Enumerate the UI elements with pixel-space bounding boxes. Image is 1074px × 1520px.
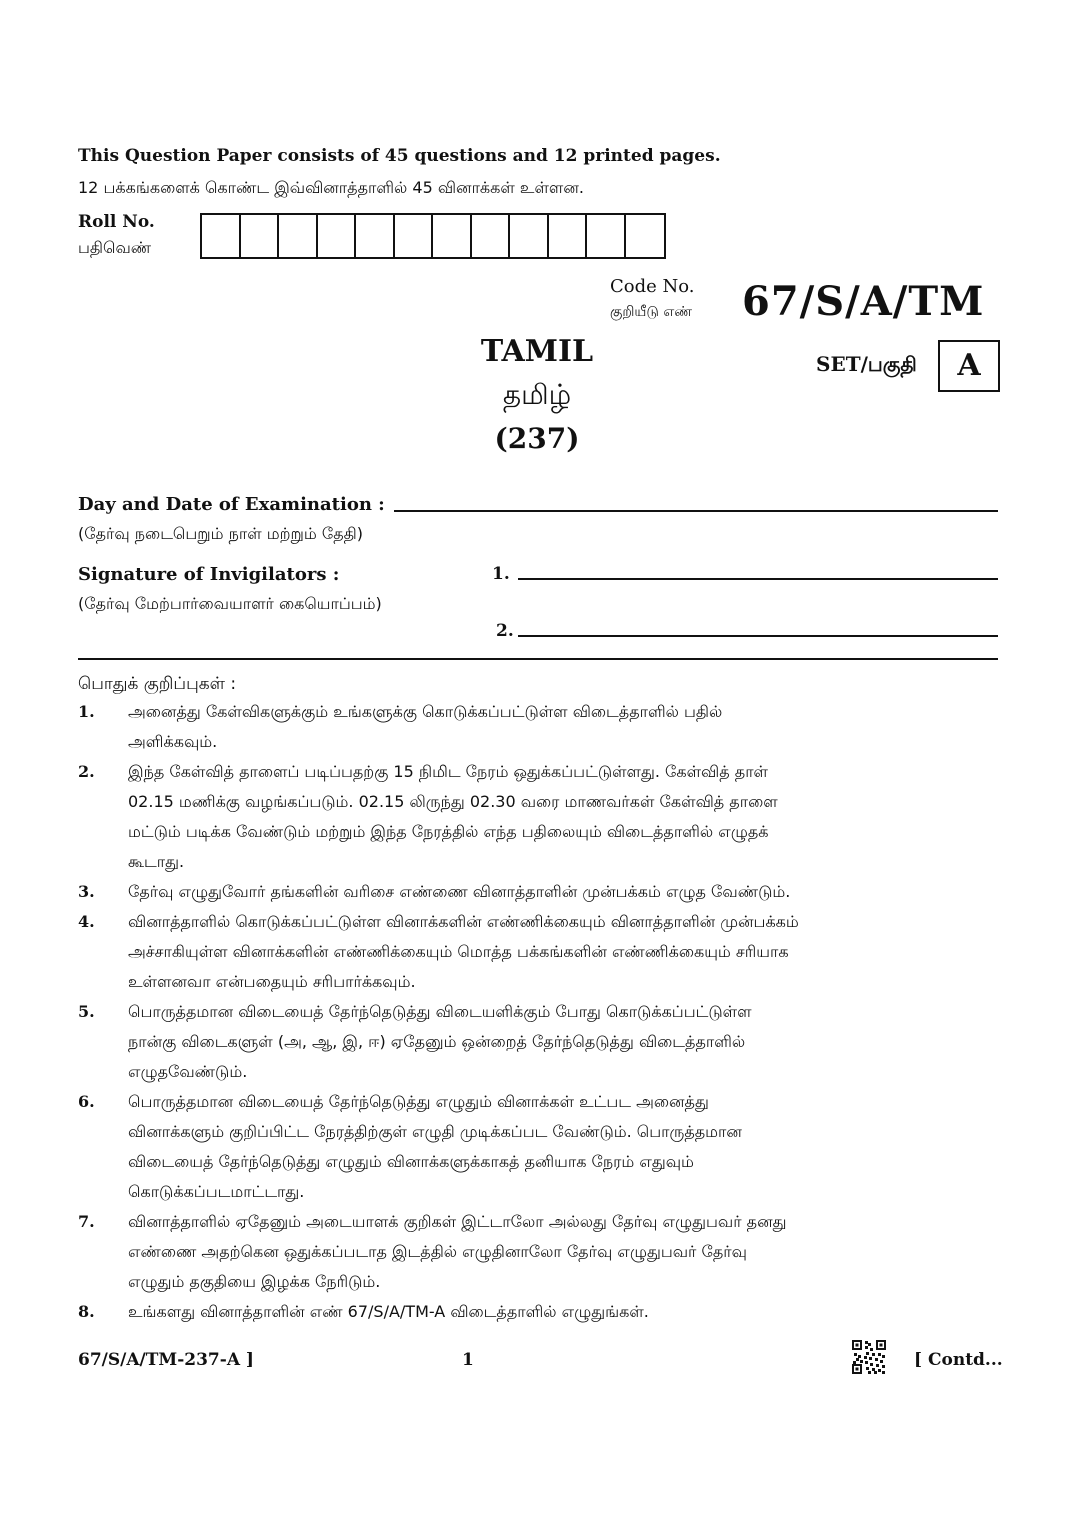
instruction-item (78, 1212, 998, 1302)
instruction-number: 7. (78, 1212, 95, 1231)
instruction-text-line: வினாத்தாளில் ஏதேனும் அடையாளக் குறிகள் இட்டாலோ அல்லது தேர்வு எழுதுபவர் தனது (128, 1212, 787, 1231)
instruction-text-line: மட்டும் படிக்க வேண்டும் மற்றும் இந்த நேரத்தில் எந்த பதிலையும் விடைத்தாளில் எழுதக் (128, 822, 769, 841)
roll-no-cell[interactable] (433, 215, 472, 257)
page-number: 1 (462, 1350, 474, 1370)
instruction-text-line: உங்களது வினாத்தாளின் எண் 67/S/A/TM-A விடைத்தாளில் எழுதுங்கள். (128, 1302, 649, 1321)
signature-field-2[interactable] (518, 635, 998, 637)
roll-no-cell[interactable] (356, 215, 395, 257)
instruction-item (78, 912, 998, 1002)
instruction-number: 8. (78, 1302, 95, 1321)
instruction-text-line: பொருத்தமான விடையைத் தேர்ந்தெடுத்து விடையளிக்கும் போது கொடுக்கப்பட்டுள்ள (128, 1002, 752, 1021)
qr-code-icon (852, 1340, 886, 1374)
signature-field-1[interactable] (518, 578, 998, 580)
instruction-text-line: வினாத்தாளில் கொடுக்கப்பட்டுள்ள வினாக்களின் எண்ணிக்கையும் வினாத்தாளின் முன்பக்கம் (128, 912, 799, 931)
roll-no-cell[interactable] (279, 215, 318, 257)
code-no-value: 67/S/A/TM (742, 278, 985, 325)
instruction-number: 3. (78, 882, 95, 901)
subject-title: TAMIL (480, 334, 594, 369)
instruction-number: 6. (78, 1092, 95, 1111)
code-no-label: Code No. (610, 276, 695, 297)
roll-no-label-ta: பதிவெண் (78, 238, 152, 257)
roll-no-cell[interactable] (472, 215, 511, 257)
code-no-label-ta: குறியீடு எண் (610, 304, 693, 320)
roll-no-cell[interactable] (549, 215, 588, 257)
instruction-text-line: தேர்வு எழுதுவோர் தங்களின் வரிசை எண்ணை வினாத்தாளின் முன்பக்கம் எழுத வேண்டும். (128, 882, 791, 901)
instruction-item (78, 702, 998, 762)
instructions-title: பொதுக் குறிப்புகள் : (78, 674, 237, 694)
instruction-text-line: அச்சாகியுள்ள வினாக்களின் எண்ணிக்கையும் மொத்த பக்கங்களின் எண்ணிக்கையும் சரியாக (128, 942, 789, 961)
instruction-number: 4. (78, 912, 95, 931)
instruction-item (78, 762, 998, 882)
roll-no-cell[interactable] (510, 215, 549, 257)
exam-date-label: Day and Date of Examination : (78, 494, 385, 515)
instruction-text-line: எழுதும் தகுதியை இழக்க நேரிடும். (128, 1272, 381, 1291)
instruction-text-line: அளிக்கவும். (128, 732, 218, 751)
instruction-text-line: எழுதவேண்டும். (128, 1062, 248, 1081)
instruction-text-line: இந்த கேள்வித் தாளைப் படிப்பதற்கு 15 நிமிட நேரம் ஒதுக்கப்பட்டுள்ளது. கேள்வித் தாள் (128, 762, 768, 781)
instruction-item (78, 1092, 998, 1212)
instruction-text-line: கூடாது. (128, 852, 185, 871)
roll-no-cell[interactable] (395, 215, 434, 257)
invigilator-signature-label: Signature of Invigilators : (78, 564, 340, 585)
instruction-text-line: கொடுக்கப்படமாட்டாது. (128, 1182, 305, 1201)
roll-no-cell[interactable] (318, 215, 357, 257)
instruction-text-line: பொருத்தமான விடையைத் தேர்ந்தெடுத்து எழுதும் வினாக்கள் உட்பட அனைத்து (128, 1092, 709, 1111)
instruction-text-line: அனைத்து கேள்விகளுக்கும் உங்களுக்கு கொடுக்கப்பட்டுள்ள விடைத்தாளில் பதில் (128, 702, 723, 721)
instruction-item (78, 882, 998, 912)
instruction-item (78, 1002, 998, 1092)
roll-no-cell[interactable] (587, 215, 626, 257)
instruction-text-line: 02.15 மணிக்கு வழங்கப்படும். 02.15 லிருந்து 02.30 வரை மாணவர்கள் கேள்வித் தாளை (128, 792, 778, 811)
roll-no-cell[interactable] (202, 215, 241, 257)
question-count-note-en: This Question Paper consists of 45 questions and 12 printed pages. (78, 146, 721, 166)
subject-code: (237) (494, 422, 580, 455)
instruction-item (78, 1302, 998, 1332)
instruction-number: 1. (78, 702, 95, 721)
signature-number-2: 2. (496, 621, 514, 641)
exam-date-field[interactable] (394, 510, 998, 512)
instruction-text-line: எண்ணை அதற்கென ஒதுக்கப்படாத இடத்தில் எழுதினாலோ தேர்வு எழுதுபவர் தேர்வு (128, 1242, 747, 1261)
question-count-note-ta: 12 பக்கங்களைக் கொண்ட இவ்வினாத்தாளில் 45 வினாக்கள் உள்ளன. (78, 178, 584, 197)
set-value-box: A (938, 340, 1000, 392)
instruction-text-line: விடையைத் தேர்ந்தெடுத்து எழுதும் வினாக்களுக்காகத் தனியாக நேரம் எதுவும் (128, 1152, 694, 1171)
divider (78, 658, 998, 660)
continued-label: [ Contd... (914, 1350, 1003, 1370)
footer-code: 67/S/A/TM-237-A ] (78, 1350, 254, 1370)
signature-number-1: 1. (492, 564, 510, 584)
invigilator-signature-label-ta: (தேர்வு மேற்பார்வையாளர் கையொப்பம்) (78, 594, 382, 613)
instruction-number: 5. (78, 1002, 95, 1021)
exam-date-label-ta: (தேர்வு நடைபெறும் நாள் மற்றும் தேதி) (78, 524, 363, 543)
roll-no-boxes[interactable] (200, 213, 666, 259)
instruction-text-line: நான்கு விடைகளுள் (அ, ஆ, இ, ஈ) ஏதேனும் ஒன்றைத் தேர்ந்தெடுத்து விடைத்தாளில் (128, 1032, 746, 1051)
instruction-text-line: உள்ளனவா என்பதையும் சரிபார்க்கவும். (128, 972, 416, 991)
set-label: SET/பகுதி (816, 352, 917, 376)
roll-no-label: Roll No. (78, 212, 155, 232)
instruction-number: 2. (78, 762, 95, 781)
roll-no-cell[interactable] (626, 215, 665, 257)
instruction-text-line: வினாக்களும் குறிப்பிட்ட நேரத்திற்குள் எழுதி முடிக்கப்பட வேண்டும். பொருத்தமான (128, 1122, 742, 1141)
subject-title-ta: தமிழ் (502, 378, 572, 411)
roll-no-cell[interactable] (241, 215, 280, 257)
